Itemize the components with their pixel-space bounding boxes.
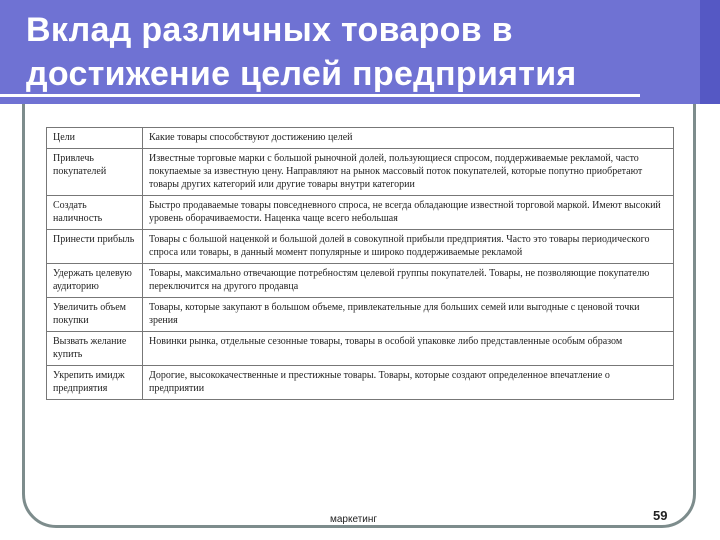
products-cell: Товары, которые закупают в большом объеме, привлекательные для больших семей или выгодные с ценовой точки зрения xyxy=(143,298,674,332)
goal-cell: Привлечь покупателей xyxy=(47,149,143,196)
header-goals: Цели xyxy=(47,128,143,149)
table-row xyxy=(47,332,674,366)
products-cell: Дорогие, высококачественные и престижные товары. Товары, которые создают определенное впечатление о предприятии xyxy=(143,366,674,400)
goal-cell: Укрепить имидж предприятия xyxy=(47,366,143,400)
table-row xyxy=(47,230,674,264)
goal-cell: Принести прибыль xyxy=(47,230,143,264)
products-cell: Новинки рынка, отдельные сезонные товары, товары в особой упаковке либо представленные особым образом xyxy=(143,332,674,366)
table-row xyxy=(47,298,674,332)
title-band-edge xyxy=(700,0,720,104)
slide-title-line-1: Вклад различных товаров в xyxy=(26,11,513,49)
slide-title-line-2: достижение целей предприятия xyxy=(26,55,577,93)
products-cell: Быстро продаваемые товары повседневного спроса, не всегда обладающие известной торговой маркой. Имеют высокий уровень оборачиваемости. Наценка чаще всего небольшая xyxy=(143,196,674,230)
goal-cell: Вызвать желание купить xyxy=(47,332,143,366)
products-cell: Известные торговые марки с большой рыночной долей, пользующиеся спросом, поддерживаемые рекламой, часто покупаемые за известную цену. Направляют на рынок массовый поток покупателей, которые попутно приобретают товары других категорий или другие товары внутри категории xyxy=(143,149,674,196)
header-products: Какие товары способствуют достижению целей xyxy=(143,128,674,149)
goal-cell: Увеличить объем покупки xyxy=(47,298,143,332)
page-number: 59 xyxy=(653,508,668,523)
title-underline xyxy=(0,94,640,97)
table-row xyxy=(47,264,674,298)
table-row xyxy=(47,366,674,400)
footer-label: маркетинг xyxy=(330,514,378,525)
goal-cell: Удержать целевую аудиторию xyxy=(47,264,143,298)
table-row xyxy=(47,196,674,230)
goal-cell: Создать наличность xyxy=(47,196,143,230)
slide-title xyxy=(26,8,666,96)
products-cell: Товары с большой наценкой и большой долей в совокупной прибыли предприятия. Часто это товары периодического спроса или товары, в данный момент популярные и широко поддерживаемые рекламой xyxy=(143,230,674,264)
goals-table xyxy=(46,127,674,400)
products-cell: Товары, максимально отвечающие потребностям целевой группы покупателей. Товары, не позволяющие покупателю переключится на другого продавца xyxy=(143,264,674,298)
table-header-row xyxy=(47,128,674,149)
table-row xyxy=(47,149,674,196)
